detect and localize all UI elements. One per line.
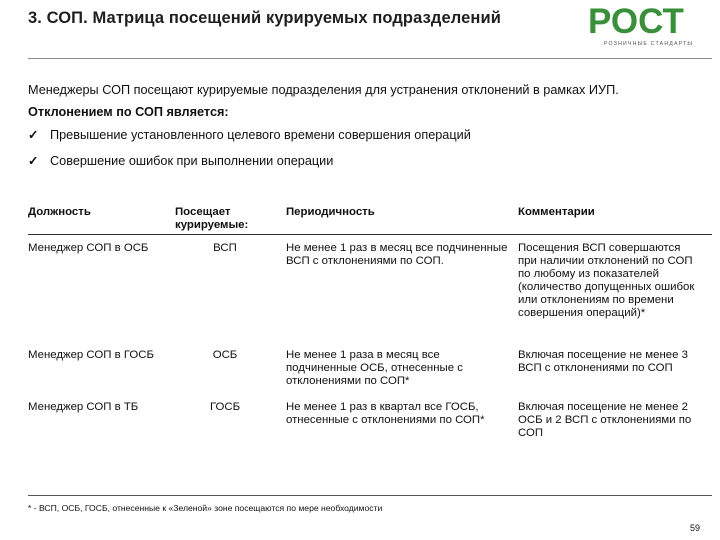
- page-title: 3. СОП. Матрица посещений курируемых подразделений: [28, 9, 501, 27]
- logo-word: РОСТ: [588, 2, 684, 41]
- column-header-frequency: Периодичность: [286, 206, 375, 218]
- cell-frequency: Не менее 1 раз в квартал все ГОСБ, отнесенные с отклонениями по СОП*: [286, 401, 485, 426]
- cell-frequency: Не менее 1 раза в месяц все подчиненные ОСБ, отнесенные с отклонениями по СОП*: [286, 349, 463, 387]
- cell-position: Менеджер СОП в ОСБ: [28, 242, 149, 254]
- cell-visits: ГОСБ: [209, 401, 241, 413]
- column-header-comments: Комментарии: [518, 206, 595, 218]
- cell-visits: ОСБ: [212, 349, 238, 361]
- checkmark-icon: ✓: [28, 154, 39, 168]
- footnote: * - ВСП, ОСБ, ГОСБ, отнесенные к «Зеленой» зоне посещаются по мере необходимости: [28, 503, 383, 513]
- cell-visits: ВСП: [213, 242, 237, 254]
- bullet-item: [28, 127, 471, 142]
- bullet-item: [28, 153, 333, 168]
- cell-comments: Посещения ВСП совершаются при наличии отклонений по СОП по любому из показателей (количество допущенных ошибок или отклонениям по времени совершения операций)*: [518, 242, 695, 319]
- cell-position: Менеджер СОП в ТБ: [28, 401, 139, 413]
- table-header-divider: [28, 234, 712, 235]
- cell-position: Менеджер СОП в ГОСБ: [28, 349, 154, 361]
- cell-frequency: Не менее 1 раз в месяц все подчиненные ВСП с отклонениями по СОП.: [286, 242, 508, 267]
- cell-comments: Включая посещение не менее 2 ОСБ и 2 ВСП с отклонениями по СОП: [518, 401, 692, 439]
- header-divider: [28, 58, 712, 59]
- definition-heading: Отклонением по СОП является:: [28, 105, 229, 119]
- cell-comments: Включая посещение не менее 3 ВСП с отклонениями по СОП: [518, 349, 688, 374]
- bullet-text: Превышение установленного целевого времени совершения операций: [50, 128, 471, 142]
- footnote-divider: [28, 495, 712, 496]
- intro-text: Менеджеры СОП посещают курируемые подразделения для устранения отклонений в рамках ИУП.: [28, 83, 619, 97]
- logo-tagline: РОЗНИЧНЫЕ СТАНДАРТЫ: [604, 41, 694, 47]
- column-header-position: Должность: [28, 206, 91, 218]
- bullet-text: Совершение ошибок при выполнении операции: [50, 154, 334, 168]
- brand-logo: [588, 2, 708, 48]
- page-number: 59: [690, 523, 701, 533]
- checkmark-icon: ✓: [28, 128, 39, 142]
- column-header-visits: Посещает курируемые:: [175, 206, 249, 231]
